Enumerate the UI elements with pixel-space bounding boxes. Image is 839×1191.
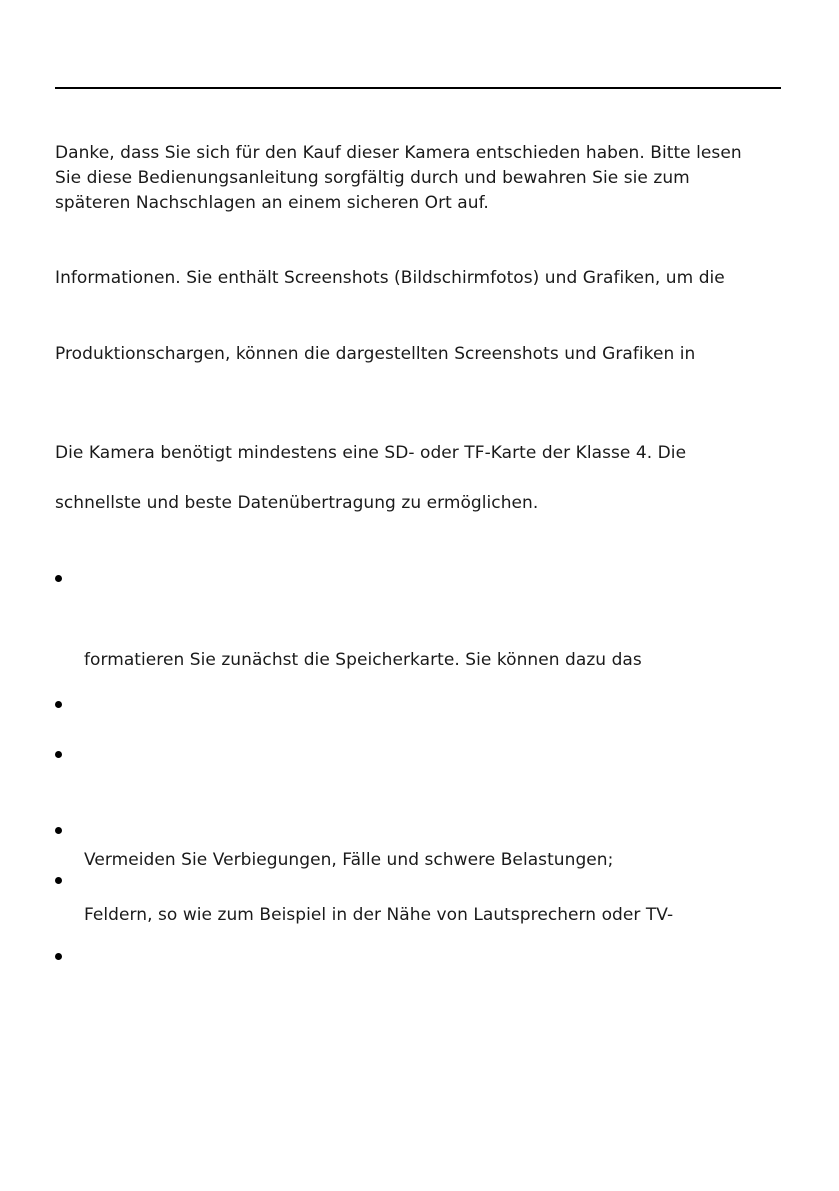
bullet-text-1: formatieren Sie zunächst die Speicherkarte. Sie können dazu das <box>84 650 642 670</box>
card-line-2: schnellste und beste Datenübertragung zu ermöglichen. <box>55 493 539 513</box>
bullet-dot <box>55 575 62 582</box>
bullet-dot <box>55 877 62 884</box>
info-line: Informationen. Sie enthält Screenshots (Bildschirmfotos) und Grafiken, um die <box>55 268 725 288</box>
intro-line-2: Sie diese Bedienungsanleitung sorgfältig durch und bewahren Sie sie zum <box>55 168 690 188</box>
bullet-dot <box>55 701 62 708</box>
intro-line-1: Danke, dass Sie sich für den Kauf dieser Kamera entschieden haben. Bitte lesen <box>55 143 742 163</box>
production-line: Produktionschargen, können die dargestellten Screenshots und Grafiken in <box>55 344 696 364</box>
bullet-dot <box>55 953 62 960</box>
header-rule <box>55 87 781 89</box>
bullet-dot <box>55 827 62 834</box>
intro-line-3: späteren Nachschlagen an einem sicheren Ort auf. <box>55 193 489 213</box>
card-line-1: Die Kamera benötigt mindestens eine SD- oder TF-Karte der Klasse 4. Die <box>55 443 687 463</box>
bullet-dot <box>55 751 62 758</box>
bullet-text-3: Feldern, so wie zum Beispiel in der Nähe von Lautsprechern oder TV- <box>84 905 674 925</box>
bullet-text-2: Vermeiden Sie Verbiegungen, Fälle und schwere Belastungen; <box>84 850 614 870</box>
